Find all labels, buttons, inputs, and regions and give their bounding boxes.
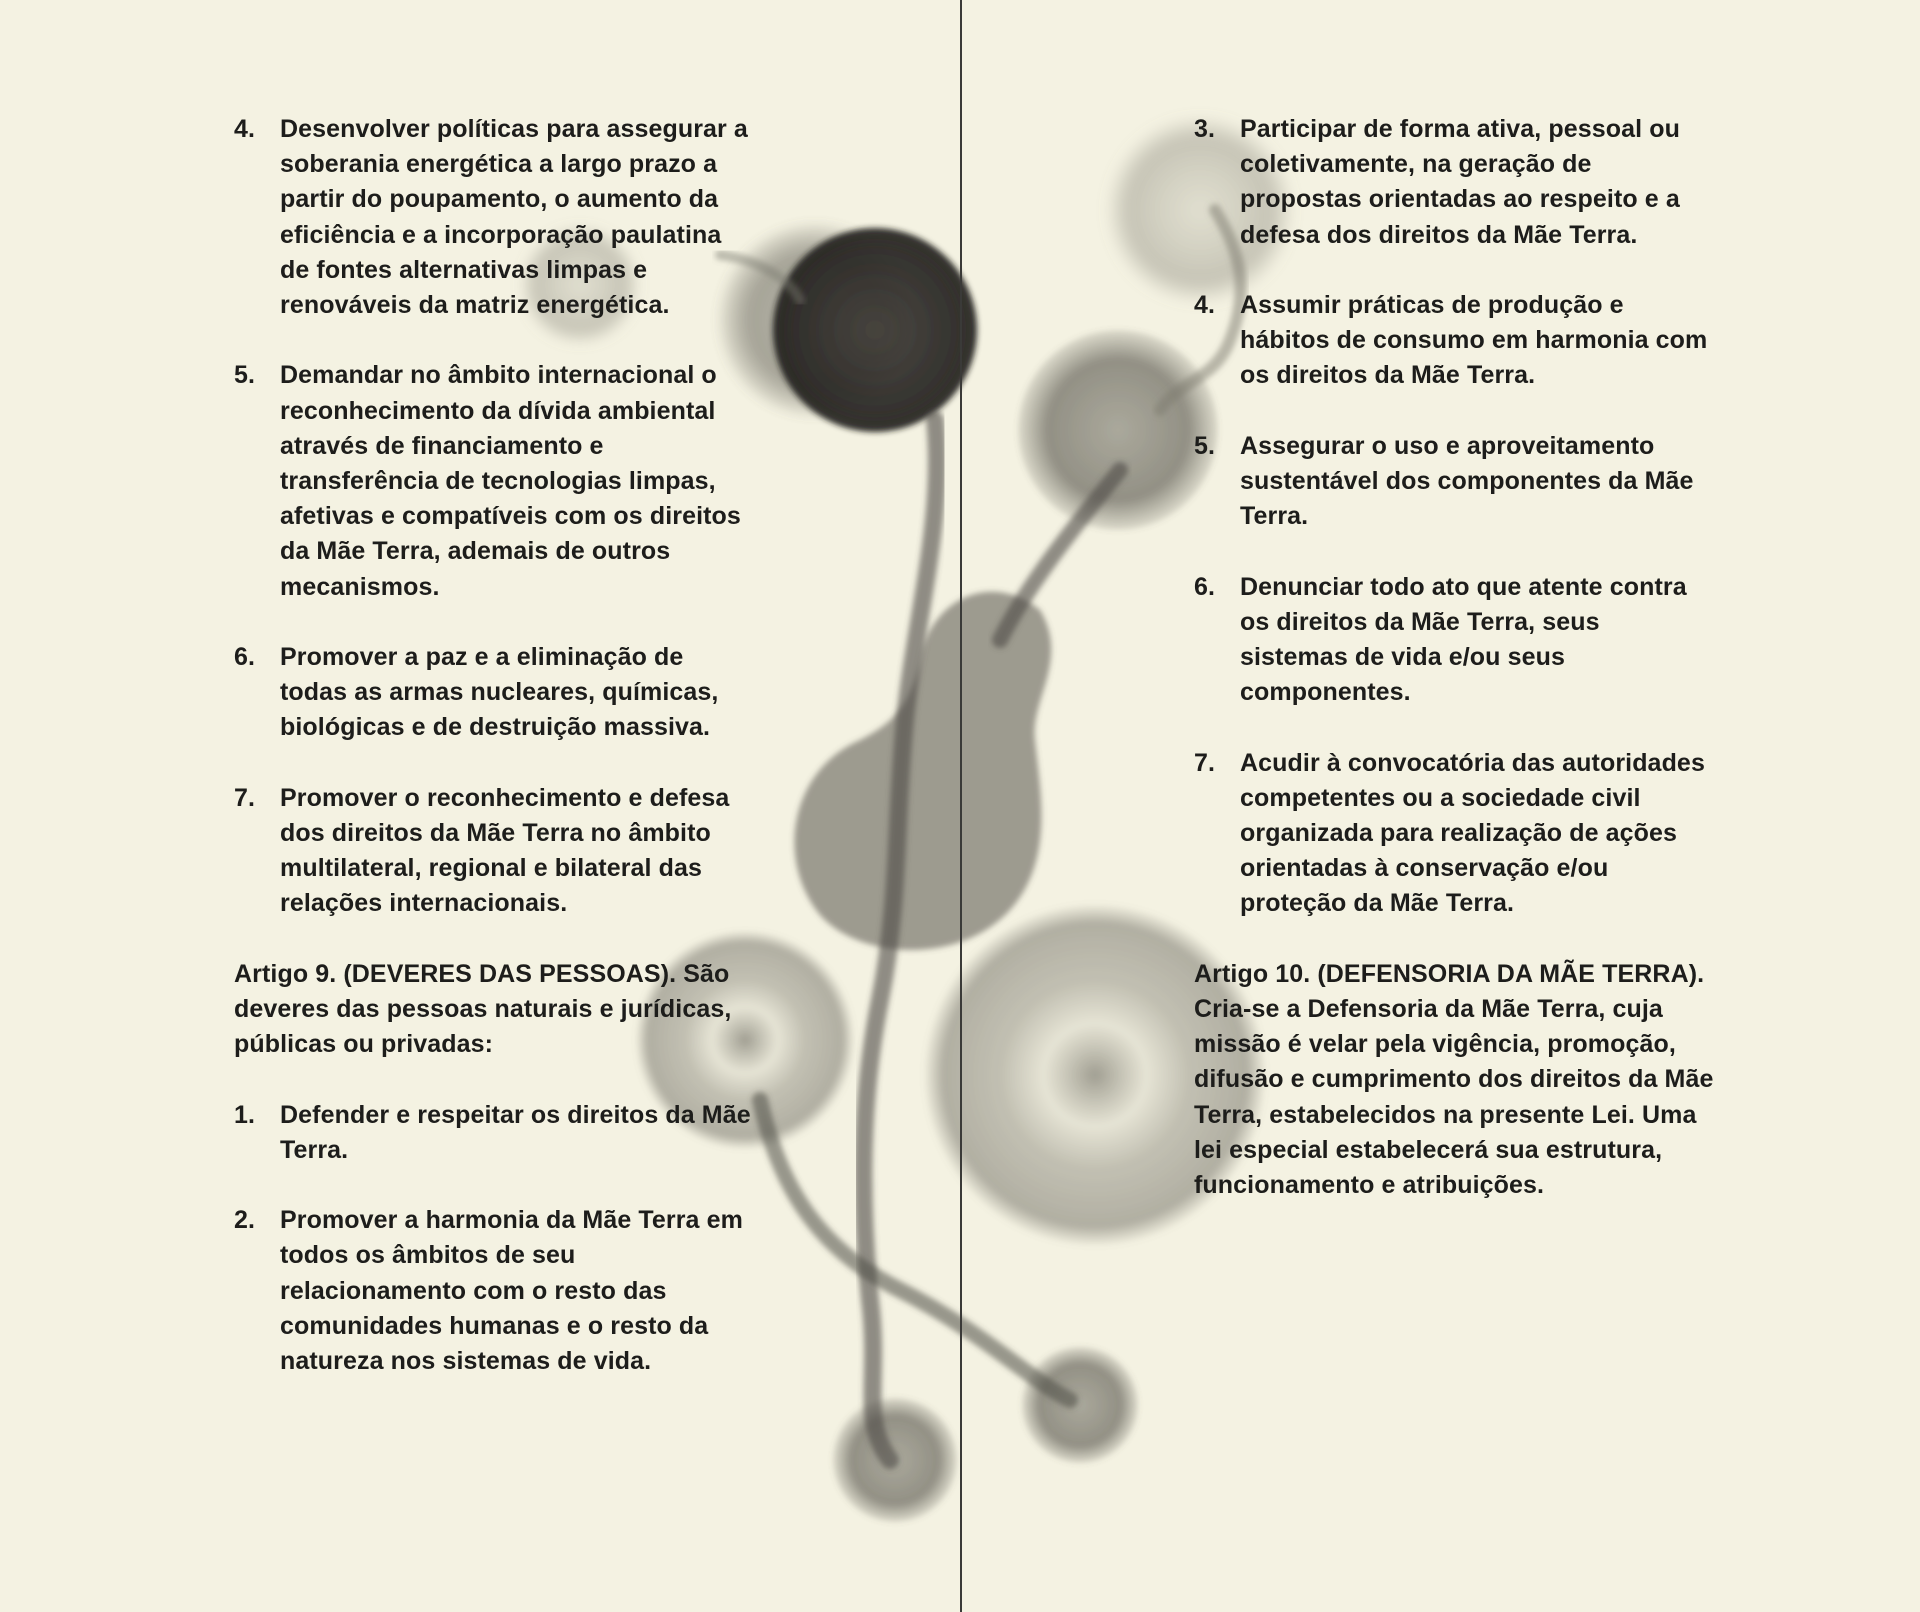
item-number: 6. <box>1194 572 1216 601</box>
list-item <box>1194 112 1714 253</box>
article-10-paragraph: Artigo 10. (DEFENSORIA DA MÃE TERRA). Cria-se a Defensoria da Mãe Terra, cuja missão é velar pela vigência, promoção, difusão e cumprimento dos direitos da Mãe Terra, estabelecidos na presente Lei. Uma lei especial estabelecerá sua estrutura, funcionamento e atribuições. <box>1194 959 1714 1200</box>
left-column <box>234 112 754 1379</box>
item-text: Acudir à convocatória das autoridades competentes ou a sociedade civil organizada para realização de ações orientadas à conservação e/ou proteção da Mãe Terra. <box>1240 748 1705 918</box>
item-number: 1. <box>234 1100 256 1129</box>
page-gutter-line <box>960 0 962 1612</box>
item-number: 4. <box>1194 291 1216 319</box>
item-text: Promover a harmonia da Mãe Terra em todos os âmbitos de seu relacionamento com o resto das comunidades humanas e o resto da natureza nos sistemas de vida. <box>280 1206 743 1376</box>
item-text: Desenvolver políticas para assegurar a soberania energética a largo prazo a partir do poupamento, o aumento da eficiência e a incorporação paulatina de fontes alternativas limpas e renováveis da matriz energética. <box>280 115 748 320</box>
article-9-paragraph: Artigo 9. (DEVERES DAS PESSOAS). São deveres das pessoas naturais e jurídicas, públicas ou privadas: <box>234 959 732 1059</box>
item-number: 4. <box>234 115 256 143</box>
item-number: 3. <box>1194 115 1216 143</box>
item-text: Promover a paz e a eliminação de todas as armas nucleares, químicas, biológicas e de destruição massiva. <box>280 643 719 742</box>
item-text: Defender e respeitar os direitos da Mãe Terra. <box>280 1100 751 1164</box>
small-ink-circle <box>1022 1347 1138 1463</box>
list-item <box>1194 288 1714 394</box>
item-text: Denunciar todo ato que atente contra os direitos da Mãe Terra, seus sistemas de vida e/ou seus componentes. <box>1240 572 1687 707</box>
item-text: Promover o reconhecimento e defesa dos direitos da Mãe Terra no âmbito multilateral, regional e bilateral das relações internacionais. <box>280 783 730 918</box>
list-item <box>234 112 754 323</box>
list-item <box>1194 746 1714 922</box>
item-text: Assumir práticas de produção e hábitos de consumo em harmonia com os direitos da Mãe Terra. <box>1240 291 1708 390</box>
list-item <box>1194 429 1714 535</box>
item-text: Participar de forma ativa, pessoal ou coletivamente, na geração de propostas orientadas ao respeito e a defesa dos direitos da Mãe Terra. <box>1240 115 1680 249</box>
list-item <box>1194 570 1714 711</box>
list-item <box>234 358 754 604</box>
list-item <box>234 1203 754 1379</box>
list-item <box>234 640 754 746</box>
item-number: 6. <box>234 643 256 672</box>
item-number: 2. <box>234 1206 256 1235</box>
item-number: 5. <box>1194 431 1216 460</box>
right-column <box>1194 112 1714 1203</box>
dark-ink-circle <box>773 228 977 432</box>
item-number: 7. <box>234 783 256 812</box>
item-number: 7. <box>1194 748 1216 777</box>
mid-ink-circle <box>1018 330 1218 530</box>
list-item <box>234 1098 754 1168</box>
item-text: Assegurar o uso e aproveitamento sustentável dos componentes da Mãe Terra. <box>1240 431 1694 531</box>
item-number: 5. <box>234 361 256 390</box>
item-text: Demandar no âmbito internacional o reconhecimento da dívida ambiental através de financiamento e transferência de tecnologias limpas, afetivas e compatíveis com os direitos da Mãe Terra, ademais de outros mecanismos. <box>280 361 741 601</box>
list-item <box>234 781 754 922</box>
